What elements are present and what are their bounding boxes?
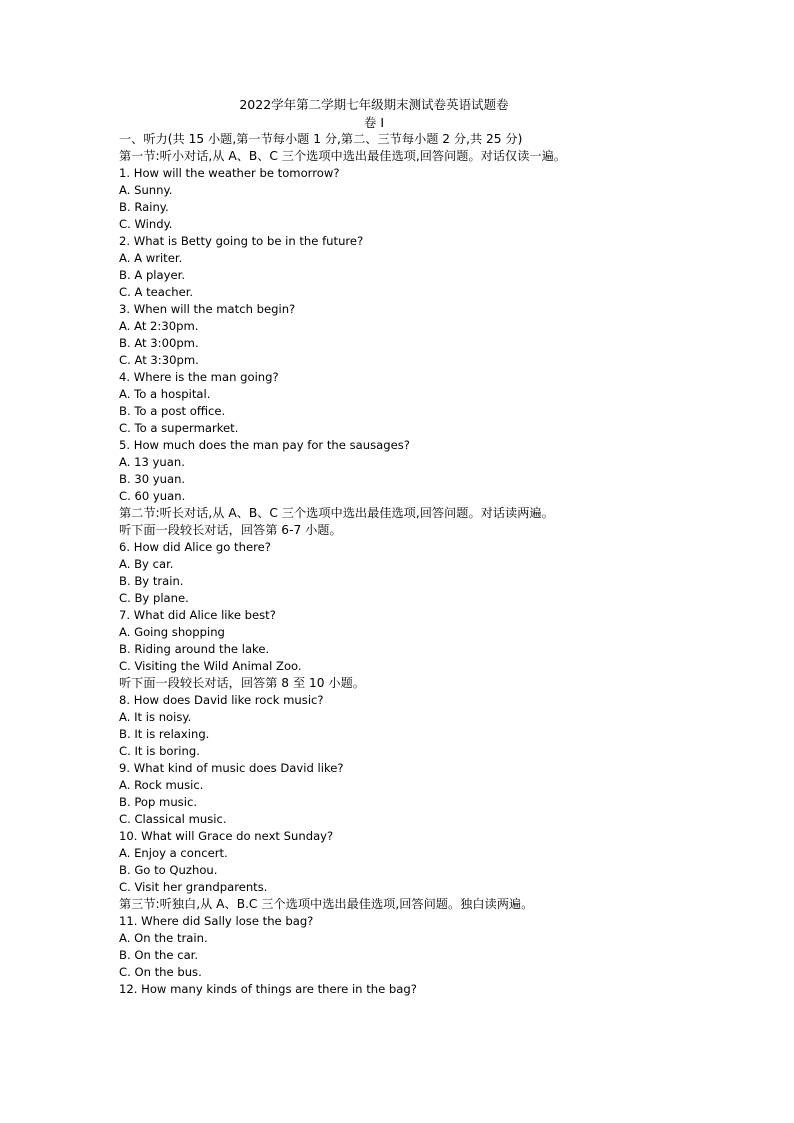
option-line: B. Rainy.	[119, 200, 169, 214]
section-instruction: 听下面一段较长对话，回答第 8 至 10 小题。	[119, 676, 365, 690]
option-line: B. 30 yuan.	[119, 472, 186, 486]
question-line: 1. How will the weather be tomorrow?	[119, 166, 340, 180]
option-line: C. At 3:30pm.	[119, 353, 199, 367]
option-line: C. A teacher.	[119, 285, 194, 299]
question-line: 2. What is Betty going to be in the future?	[119, 234, 364, 248]
option-line: A. Rock music.	[119, 778, 204, 792]
option-line: C. To a supermarket.	[119, 421, 239, 435]
section-instruction: 第三节:听独白,从 A、B.C 三个选项中选出最佳选项,回答问题。独白读两遍。	[119, 897, 534, 911]
section-instruction: 第二节:听长对话,从 A、B、C 三个选项中选出最佳选项,回答问题。对话读两遍。	[119, 506, 554, 520]
option-line: B. It is relaxing.	[119, 727, 210, 741]
section-instruction: 一、听力(共 15 小题,第一节每小题 1 分,第二、三节每小题 2 分,共 25 分)	[119, 132, 523, 146]
question-line: 5. How much does the man pay for the sausages?	[119, 438, 410, 452]
option-line: B. At 3:00pm.	[119, 336, 199, 350]
option-line: C. Visit her grandparents.	[119, 880, 268, 894]
option-line: C. 60 yuan.	[119, 489, 186, 503]
question-line: 9. What kind of music does David like?	[119, 761, 344, 775]
document-title: 2022学年第二学期七年级期末测试卷英语试题卷	[239, 97, 509, 112]
document-subtitle: 卷 I	[363, 115, 385, 130]
option-line: A. Sunny.	[119, 183, 173, 197]
option-line: C. Windy.	[119, 217, 173, 231]
question-line: 7. What did Alice like best?	[119, 608, 276, 622]
option-line: A. To a hospital.	[119, 387, 211, 401]
question-line: 3. When will the match begin?	[119, 302, 296, 316]
question-line: 11. Where did Sally lose the bag?	[119, 914, 314, 928]
option-line: C. Classical music.	[119, 812, 227, 826]
option-line: C. Visiting the Wild Animal Zoo.	[119, 659, 302, 673]
option-line: A. By car.	[119, 557, 174, 571]
option-line: A. It is noisy.	[119, 710, 192, 724]
question-line: 12. How many kinds of things are there in the bag?	[119, 982, 417, 996]
question-line: 6. How did Alice go there?	[119, 540, 271, 554]
option-line: B. Go to Quzhou.	[119, 863, 218, 877]
question-line: 4. Where is the man going?	[119, 370, 279, 384]
option-line: C. By plane.	[119, 591, 189, 605]
exam-content	[119, 131, 759, 998]
option-line: B. To a post office.	[119, 404, 226, 418]
option-line: A. On the train.	[119, 931, 208, 945]
section-instruction: 听下面一段较长对话，回答第 6-7 小题。	[119, 523, 342, 537]
option-line: B. On the car.	[119, 948, 199, 962]
option-line: A. 13 yuan.	[119, 455, 185, 469]
question-line: 10. What will Grace do next Sunday?	[119, 829, 334, 843]
option-line: C. On the bus.	[119, 965, 202, 979]
question-line: 8. How does David like rock music?	[119, 693, 324, 707]
option-line: A. At 2:30pm.	[119, 319, 199, 333]
option-line: B. Pop music.	[119, 795, 198, 809]
section-instruction: 第一节:听小对话,从 A、B、C 三个选项中选出最佳选项,回答问题。对话仅读一遍。	[119, 149, 566, 163]
option-line: B. A player.	[119, 268, 186, 282]
option-line: B. By train.	[119, 574, 184, 588]
option-line: A. Going shopping	[119, 625, 225, 639]
option-line: A. Enjoy a concert.	[119, 846, 228, 860]
option-line: B. Riding around the lake.	[119, 642, 270, 656]
option-line: C. It is boring.	[119, 744, 200, 758]
option-line: A. A writer.	[119, 251, 183, 265]
